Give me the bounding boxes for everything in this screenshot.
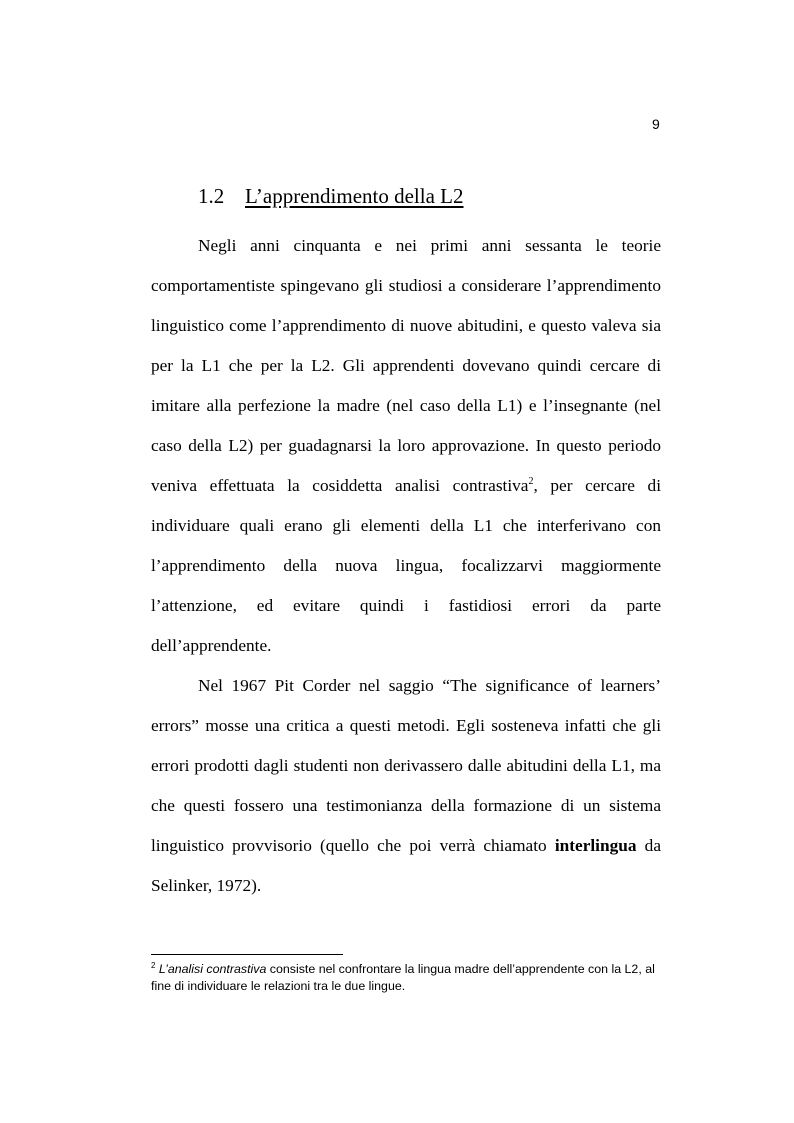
page-number: 9 (652, 116, 660, 132)
footnote-text: consiste nel confrontare la lingua madre dell’apprendente con la L2, al fine di individuare le relazioni tra le due lingue. (151, 962, 655, 993)
section-number: 1.2 (198, 184, 225, 208)
section-title: L’apprendimento della L2 (245, 184, 464, 208)
section-heading (198, 180, 464, 212)
paragraph-1-text: Negli anni cinquanta e nei primi anni sessanta le teorie comportamentiste spingevano gli studiosi a considerare l’apprendimento linguistico come l’apprendimento di nuove abitudini, e questo valeva sia per la L1 che per la L2. Gli apprendenti dovevano quindi cercare di imitare alla perfezione la madre (nel caso della L1) e l’insegnante (nel caso della L2) per guadagnarsi la loro approvazione. In questo periodo veniva effettuata la cosiddetta analisi contrastiva (151, 236, 661, 495)
paragraph-2-continuation: da Selinker, 1972). (151, 836, 661, 895)
footnote-number: 2 (151, 961, 156, 970)
footnote-reference: 2 (528, 476, 534, 487)
footnote-separator (151, 954, 343, 955)
footnote (151, 961, 661, 995)
paragraph-1-continuation: , per cercare di individuare quali erano gli elementi della L1 che interferivano con l’apprendimento della nuova lingua, focalizzarvi maggiormente l’attenzione, ed evitare quindi i fastidiosi errori da parte dell’apprendente. (151, 476, 661, 655)
body-text (151, 226, 661, 906)
paragraph-1 (151, 226, 661, 666)
bold-term-interlingua: interlingua (554, 836, 637, 855)
footnote-italic-term: L’analisi contrastiva (158, 962, 267, 976)
paragraph-2-text: Nel 1967 Pit Corder nel saggio “The significance of learners’ errors” mosse una critica a questi metodi. Egli sosteneva infatti che gli errori prodotti dagli studenti non derivassero dalle abitudini della L1, ma che questi fossero una testimonianza della formazione di un sistema linguistico provvisorio (quello che poi verrà chiamato (151, 676, 661, 855)
paragraph-2 (151, 666, 661, 906)
